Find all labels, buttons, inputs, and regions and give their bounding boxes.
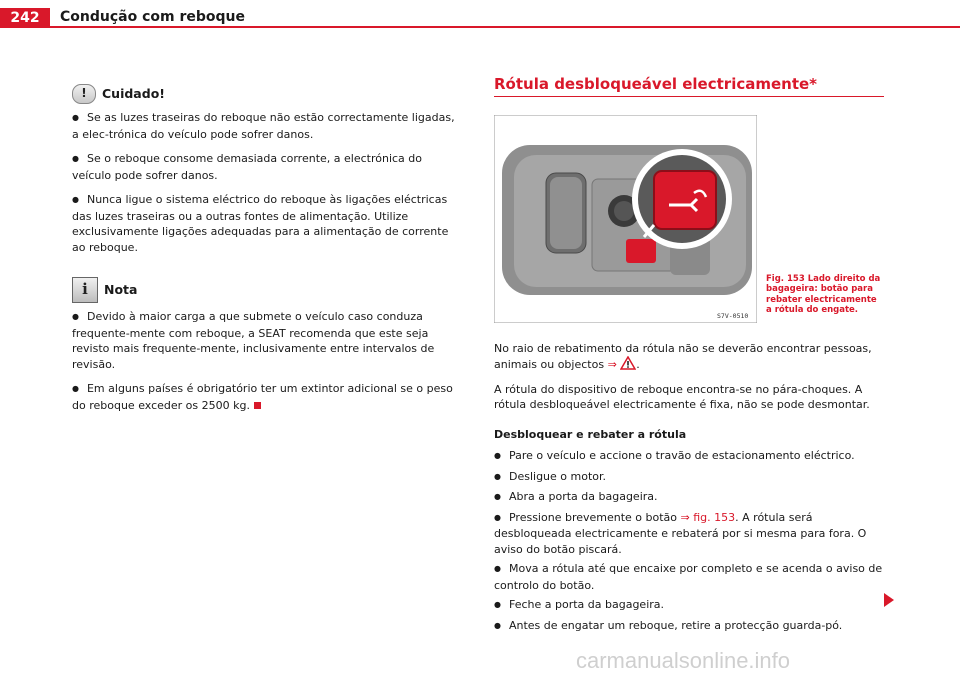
caution-item: ● Nunca ligue o sistema eléctrico do reboque às ligações eléctricas das luzes traseiras ou a outras fontes de alimentação. Utilize exclusivamente ligações adequadas para a alimentação de corrente ao reboque. [72, 192, 464, 255]
note-item: ● Devido à maior carga a que submete o veículo caso conduza frequente-mente com reboque, a SEAT recomenda que este seja revisto mais frequente-mente, inclusivamente entre intervalos de revisão. [72, 309, 464, 372]
caution-item: ● Se as luzes traseiras do reboque não estão correctamente ligadas, a elec-trónica do veículo pode sofrer danos. [72, 110, 464, 142]
continue-arrow-icon [884, 593, 894, 607]
figure-caption: Fig. 153 Lado direito da bagageira: botão para rebater electricamente a rótula do engate. [766, 273, 881, 315]
page-number: 242 [0, 8, 50, 28]
figure-code: S7V-0510 [717, 311, 749, 320]
section-end-icon [254, 402, 261, 409]
note-title: Nota [104, 282, 138, 298]
warning-triangle-icon [620, 356, 636, 370]
procedure-step: ● Feche a porta da bagageira. [494, 597, 884, 614]
warning-exclamation-icon: ! [72, 84, 96, 104]
caution-heading [72, 84, 464, 104]
procedure-step: ● Pare o veículo e accione o travão de estacionamento eléctrico. [494, 448, 884, 465]
caution-title: Cuidado! [102, 86, 165, 102]
note-heading [72, 277, 464, 303]
left-column [72, 84, 464, 422]
page-header-title: Condução com reboque [60, 9, 245, 25]
intro-paragraph: No raio de rebatimento da rótula não se deverão encontrar pessoas, animais ou objectos ⇒ . [494, 341, 872, 371]
info-note-icon: i [72, 277, 98, 303]
trunk-button-illustration [494, 115, 757, 323]
procedure-step: ● Mova a rótula até que encaixe por completo e se acenda o aviso de controlo do botão. [494, 561, 884, 593]
watermark: carmanualsonline.info [576, 648, 791, 673]
procedure-step: ● Desligue o motor. [494, 469, 884, 486]
warning-reference-link[interactable]: ⇒ [607, 358, 617, 371]
procedure-step: ● Pressione brevemente o botão ⇒ fig. 153. A rótula será desbloqueada electricamente e rebaterá por si mesma para fora. O aviso do botão piscará. [494, 510, 884, 558]
procedure-step: ● Abra a porta da bagageira. [494, 489, 884, 506]
header-rule [0, 26, 960, 28]
figure-153 [494, 115, 881, 323]
section-title: Rótula desbloqueável electricamente* [494, 77, 884, 97]
figure-reference-link[interactable]: ⇒ fig. 153 [680, 510, 736, 524]
procedure-step: ● Antes de engatar um reboque, retire a protecção guarda-pó. [494, 618, 884, 635]
caution-item: ● Se o reboque consome demasiada corrente, a electrónica do veículo pode sofrer danos. [72, 151, 464, 183]
note-item: ● Em alguns países é obrigatório ter um extintor adicional se o peso do reboque exceder os 2500 kg. [72, 381, 464, 413]
description-paragraph: A rótula do dispositivo de reboque encontra-se no pára-choques. A rótula desbloqueável electricamente é fixa, não se pode desmontar. [494, 382, 870, 411]
procedure-heading: Desbloquear e rebater a rótula [494, 427, 687, 441]
right-column [494, 77, 884, 638]
